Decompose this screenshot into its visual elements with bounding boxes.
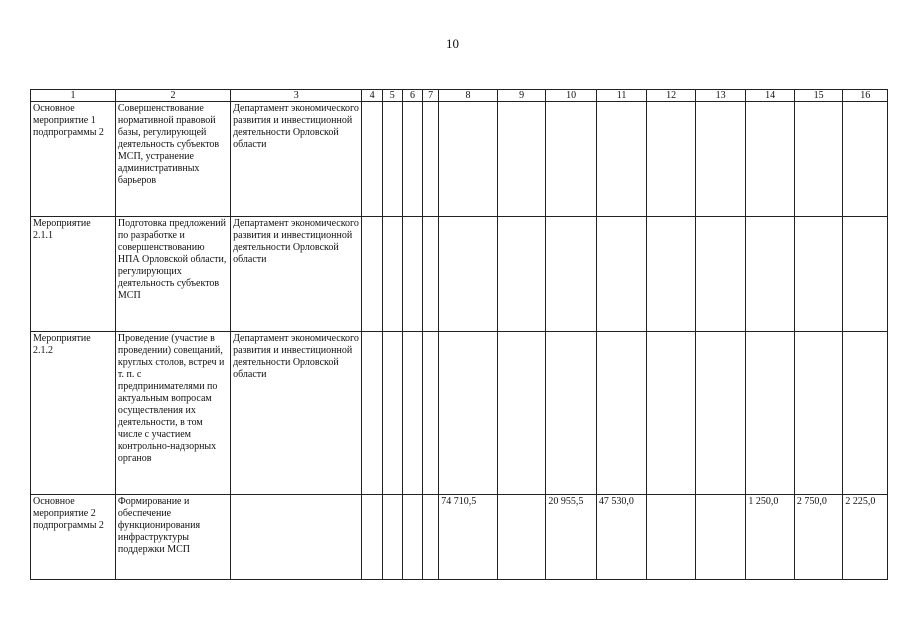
table-cell <box>423 217 439 332</box>
table-cell <box>382 332 402 495</box>
header-row <box>31 90 888 102</box>
table-cell <box>362 217 382 332</box>
value-cell <box>647 217 696 332</box>
column-header: 15 <box>794 90 843 102</box>
value-cell: 47 530,0 <box>596 495 647 580</box>
table-cell <box>382 495 402 580</box>
value-cell: 1 250,0 <box>746 495 795 580</box>
value-cell <box>843 332 888 495</box>
value-cell <box>497 332 546 495</box>
responsible-cell: Департамент экономического развития и инвестиционной деятельности Орловской области <box>231 217 362 332</box>
table-cell <box>362 332 382 495</box>
value-cell <box>794 332 843 495</box>
value-cell: 2 225,0 <box>843 495 888 580</box>
value-cell <box>546 217 597 332</box>
activity-name-cell: Мероприятие 2.1.1 <box>31 217 116 332</box>
table-cell <box>382 102 402 217</box>
table-cell <box>382 217 402 332</box>
value-cell <box>695 495 746 580</box>
column-header: 14 <box>746 90 795 102</box>
table-row <box>31 102 888 217</box>
activity-description-cell: Проведение (участие в проведении) совещаний, круглых столов, встреч и т. п. с предпринимателями по актуальным вопросам осуществления их деятельности, в том числе с участием контрольно-надзорных органов <box>115 332 230 495</box>
value-cell <box>497 217 546 332</box>
program-table <box>30 89 888 580</box>
value-cell <box>695 217 746 332</box>
activity-description-cell: Совершенствование нормативной правовой базы, регулирующей деятельность субъектов МСП, устранение административных барьеров <box>115 102 230 217</box>
value-cell <box>746 217 795 332</box>
table-row <box>31 217 888 332</box>
column-header: 7 <box>423 90 439 102</box>
table-cell <box>402 332 422 495</box>
value-cell: 74 710,5 <box>439 495 498 580</box>
column-header: 13 <box>695 90 746 102</box>
value-cell <box>647 332 696 495</box>
table-cell <box>362 495 382 580</box>
activity-name-cell: Основное мероприятие 1 подпрограммы 2 <box>31 102 116 217</box>
column-header: 9 <box>497 90 546 102</box>
value-cell <box>439 332 498 495</box>
value-cell: 2 750,0 <box>794 495 843 580</box>
value-cell <box>695 102 746 217</box>
value-cell <box>497 102 546 217</box>
table-row <box>31 332 888 495</box>
table-row <box>31 495 888 580</box>
value-cell <box>546 332 597 495</box>
activity-description-cell: Подготовка предложений по разработке и совершенствованию НПА Орловской области, регулирующих деятельность субъектов МСП <box>115 217 230 332</box>
value-cell <box>439 102 498 217</box>
value-cell <box>596 332 647 495</box>
value-cell <box>546 102 597 217</box>
table-cell <box>362 102 382 217</box>
column-header: 3 <box>231 90 362 102</box>
column-header: 5 <box>382 90 402 102</box>
value-cell <box>794 217 843 332</box>
responsible-cell <box>231 495 362 580</box>
column-header: 11 <box>596 90 647 102</box>
value-cell <box>647 495 696 580</box>
column-header: 8 <box>439 90 498 102</box>
value-cell <box>497 495 546 580</box>
value-cell: 20 955,5 <box>546 495 597 580</box>
responsible-cell: Департамент экономического развития и инвестиционной деятельности Орловской области <box>231 102 362 217</box>
column-header: 1 <box>31 90 116 102</box>
table-cell <box>423 495 439 580</box>
value-cell <box>596 217 647 332</box>
column-header: 10 <box>546 90 597 102</box>
value-cell <box>596 102 647 217</box>
table-cell <box>423 332 439 495</box>
value-cell <box>439 217 498 332</box>
column-header: 6 <box>402 90 422 102</box>
table-cell <box>423 102 439 217</box>
responsible-cell: Департамент экономического развития и инвестиционной деятельности Орловской области <box>231 332 362 495</box>
value-cell <box>695 332 746 495</box>
table-cell <box>402 495 422 580</box>
value-cell <box>746 102 795 217</box>
column-header: 12 <box>647 90 696 102</box>
value-cell <box>843 102 888 217</box>
column-header: 16 <box>843 90 888 102</box>
activity-name-cell: Мероприятие 2.1.2 <box>31 332 116 495</box>
value-cell <box>647 102 696 217</box>
column-header: 4 <box>362 90 382 102</box>
value-cell <box>843 217 888 332</box>
value-cell <box>746 332 795 495</box>
activity-description-cell: Формирование и обеспечение функционирования инфраструктуры поддержки МСП <box>115 495 230 580</box>
value-cell <box>794 102 843 217</box>
table-cell <box>402 102 422 217</box>
table-cell <box>402 217 422 332</box>
page-number: 10 <box>446 36 459 51</box>
column-header: 2 <box>115 90 230 102</box>
activity-name-cell: Основное мероприятие 2 подпрограммы 2 <box>31 495 116 580</box>
